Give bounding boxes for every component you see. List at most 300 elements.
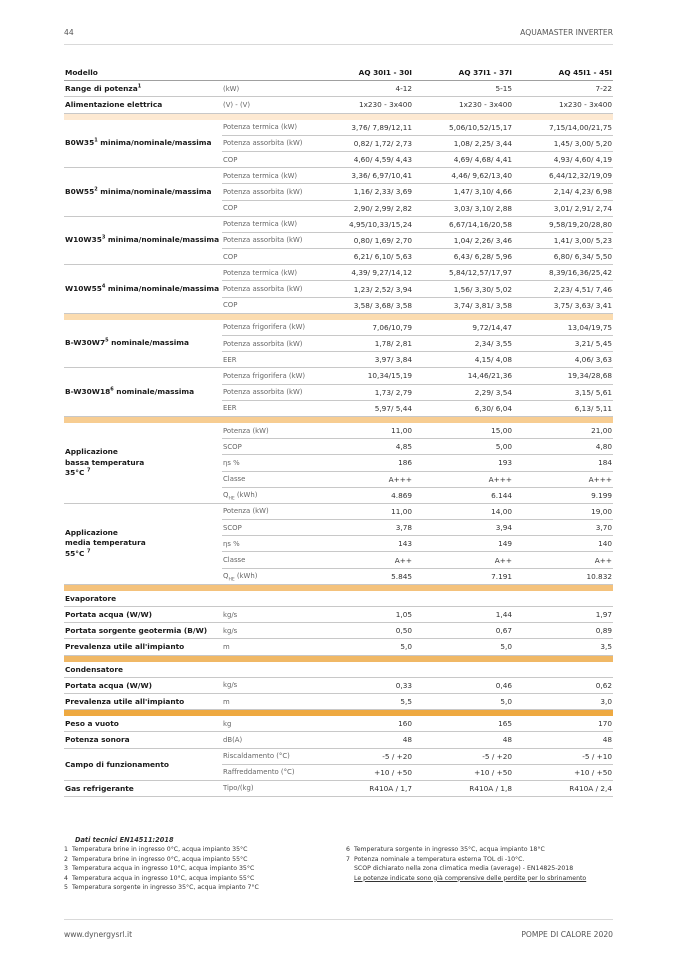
value: 1,56/ 3,30/ 5,02 <box>413 281 513 297</box>
value: 14,46/21,36 <box>413 368 513 384</box>
catalog-title: POMPE DI CALORE 2020 <box>521 930 613 939</box>
value: A++ <box>312 552 413 568</box>
row-label: Alimentazione elettrica <box>64 97 222 113</box>
group-label <box>64 320 222 368</box>
value: 0,80/ 1,69/ 2,70 <box>312 232 413 248</box>
metric-label-text: Potenza termica (kW) <box>223 171 298 180</box>
footnote-text: Temperatura sorgente in ingresso 35°C, acqua impianto 7°C <box>72 884 259 891</box>
subscript: HE <box>228 496 235 502</box>
unit: Tipo/(kg) <box>222 780 312 796</box>
group-label <box>64 503 222 584</box>
row-label: Campo di funzionamento <box>64 748 222 780</box>
value: -5 / +20 <box>413 748 513 764</box>
group-label <box>64 216 222 265</box>
metric-label-text: Potenza assorbita (kW) <box>223 285 303 294</box>
metric-label-text: Classe <box>223 556 246 565</box>
value: 6,30/ 6,04 <box>413 400 513 416</box>
value: 0,62 <box>513 677 613 693</box>
value: +10 / +50 <box>413 764 513 780</box>
metric-label-text: Q <box>223 572 229 581</box>
value: 3,75/ 3,63/ 3,41 <box>513 297 613 313</box>
section-title-row <box>64 591 613 607</box>
table-row <box>64 320 613 336</box>
footnote <box>346 855 616 865</box>
group-label <box>64 368 222 417</box>
unit: m <box>222 693 312 709</box>
value: A+++ <box>312 471 413 487</box>
metric-label <box>222 520 312 536</box>
value: 3,78 <box>312 520 413 536</box>
value: 2,90/ 2,99/ 2,82 <box>312 200 413 216</box>
value: 48 <box>312 732 413 748</box>
footnotes-left <box>64 836 334 893</box>
evaporator-rows <box>64 607 613 656</box>
group-label-line: Applicazione <box>65 446 118 456</box>
metric-label <box>222 536 312 552</box>
value: R410A / 1,8 <box>413 780 513 796</box>
value: 1,78/ 2,81 <box>312 336 413 352</box>
value: 1,08/ 2,25/ 3,44 <box>413 135 513 151</box>
unit: kg/s <box>222 623 312 639</box>
footnote-text: Temperatura brine in ingresso 0°C, acqua impianto 35°C <box>72 846 248 853</box>
unit: kg/s <box>222 607 312 623</box>
heating-section <box>64 120 613 314</box>
value: 3,58/ 3,68/ 3,58 <box>312 297 413 313</box>
group-label <box>64 120 222 168</box>
metric-label <box>222 320 312 336</box>
value: 2,14/ 4,23/ 6,98 <box>513 184 613 200</box>
table-row <box>64 265 613 281</box>
metric-label-text: ηs % <box>223 458 240 467</box>
value: 3,36/ 6,97/10,41 <box>312 168 413 184</box>
value: 4,85 <box>312 439 413 455</box>
value: 10,34/15,19 <box>312 368 413 384</box>
group-label-text: B-W30W7 <box>65 338 106 348</box>
value: 15,00 <box>413 423 513 439</box>
footnote-ref: 7 <box>86 467 91 474</box>
value: 5,06/10,52/15,17 <box>413 120 513 136</box>
table-row <box>64 693 613 709</box>
value: 0,67 <box>413 623 513 639</box>
value: A+++ <box>513 471 613 487</box>
group-label-suffix: minima/nominale/massima <box>105 235 220 245</box>
footnote-number: 5 <box>64 884 68 891</box>
model-col-1: AQ 30I1 - 30I <box>312 65 413 81</box>
metric-unit: (kWh) <box>234 491 258 500</box>
condenser-rows <box>64 677 613 709</box>
value: 1,41/ 3,00/ 5,23 <box>513 232 613 248</box>
metric-label <box>222 120 312 136</box>
value: 4.869 <box>312 487 413 503</box>
value: 4,93/ 4,60/ 4,19 <box>513 151 613 167</box>
value: 0,33 <box>312 677 413 693</box>
value: 2,34/ 3,55 <box>413 336 513 352</box>
value: 9,58/19,20/28,80 <box>513 216 613 232</box>
table-row-sound <box>64 732 613 748</box>
value: 4,06/ 3,63 <box>513 352 613 368</box>
footnote <box>64 864 334 874</box>
table-row-power-supply <box>64 97 613 113</box>
value: 1x230 - 3x400 <box>312 97 413 113</box>
metric-label <box>222 297 312 313</box>
footnote-ref: 6 <box>110 386 114 393</box>
footnote-text: Temperatura sorgente in ingresso 35°C, acqua impianto 18°C <box>354 846 545 853</box>
row-label: Gas refrigerante <box>64 780 222 796</box>
group-label <box>64 265 222 314</box>
group-label-text: B-W30W18 <box>65 386 111 396</box>
value: 6,21/ 6,10/ 5,63 <box>312 249 413 265</box>
footnote-number: 2 <box>64 855 68 863</box>
metric-label-text: EER <box>223 404 237 413</box>
value: 7-22 <box>513 81 613 97</box>
metric-label <box>222 184 312 200</box>
value: 1x230 - 3x400 <box>513 97 613 113</box>
value: 193 <box>413 455 513 471</box>
value: 10.832 <box>513 568 613 584</box>
group-label-suffix: minima/nominale/massima <box>97 186 212 196</box>
group-label <box>64 423 222 503</box>
unit: (V) - (V) <box>222 97 312 113</box>
value: 6,13/ 5,11 <box>513 400 613 416</box>
metric-unit: (kWh) <box>234 572 258 581</box>
value: 7,06/10,79 <box>312 320 413 336</box>
value: 4,60/ 4,59/ 4,43 <box>312 151 413 167</box>
value: 48 <box>513 732 613 748</box>
value: 1,44 <box>413 607 513 623</box>
metric-label <box>222 568 312 584</box>
value: 5,84/12,57/17,97 <box>413 265 513 281</box>
table-row <box>64 168 613 184</box>
footnote-number: 3 <box>64 865 68 872</box>
value: 1,05 <box>312 607 413 623</box>
value: 1x230 - 3x400 <box>413 97 513 113</box>
value: A++ <box>413 552 513 568</box>
table-row <box>64 607 613 623</box>
value: 0,50 <box>312 623 413 639</box>
metric-label-text: Potenza termica (kW) <box>223 220 298 229</box>
group-label-line: bassa temperatura <box>65 457 145 467</box>
value: 3,5 <box>513 639 613 655</box>
metric-label-text: COP <box>223 301 238 310</box>
value: 4,80 <box>513 439 613 455</box>
group-label-line: media temperatura <box>65 538 146 548</box>
row-label: Portata sorgente geotermia (B/W) <box>64 623 222 639</box>
footnote-number: 1 <box>64 846 68 853</box>
footnote-text: Potenza nominale a temperatura esterna TOL di -10°C. <box>354 855 525 863</box>
value: 4,15/ 4,08 <box>413 352 513 368</box>
metric-label-text: Potenza termica (kW) <box>223 123 298 132</box>
metric-label <box>222 471 312 487</box>
metric-label-text: Potenza (kW) <box>223 507 269 516</box>
page-footer <box>64 919 613 939</box>
value: 3,03/ 3,10/ 2,88 <box>413 200 513 216</box>
general-section <box>64 716 613 796</box>
value: 3,01/ 2,91/ 2,74 <box>513 200 613 216</box>
value: 2,23/ 4,51/ 7,46 <box>513 281 613 297</box>
spec-table <box>64 65 613 797</box>
table-row <box>64 423 613 439</box>
footnote-number: 7 <box>346 855 350 863</box>
footnote <box>64 845 334 855</box>
value: 4,95/10,33/15,24 <box>312 216 413 232</box>
metric-label <box>222 368 312 384</box>
value: 4,39/ 9,27/14,12 <box>312 265 413 281</box>
metric-label <box>222 281 312 297</box>
footnote-continuation: SCOP dichiarato nella zona climatica media (average) - EN14825-2018 <box>354 865 574 872</box>
table-row <box>64 503 613 519</box>
value: 165 <box>413 716 513 732</box>
metric-label <box>222 552 312 568</box>
footnote-list <box>346 845 616 864</box>
footnote-text: Temperatura acqua in ingresso 10°C, acqua impianto 35°C <box>72 865 255 872</box>
metric-label-text: Potenza (kW) <box>223 426 269 435</box>
metric-label-text: Potenza termica (kW) <box>223 268 298 277</box>
metric-label <box>222 265 312 281</box>
value: 1,16/ 2,33/ 3,69 <box>312 184 413 200</box>
table-row <box>64 120 613 136</box>
metric-label <box>222 336 312 352</box>
group-label-suffix: minima/nominale/massima <box>97 137 212 147</box>
footnote-ref: 4 <box>101 283 106 290</box>
value: 6,67/14,16/20,58 <box>413 216 513 232</box>
footnote-number: 6 <box>346 846 350 853</box>
unit: m <box>222 639 312 655</box>
unit: Raffreddamento (°C) <box>222 764 312 780</box>
value: 6,80/ 6,34/ 5,50 <box>513 249 613 265</box>
footnote <box>64 874 334 884</box>
table-row-range <box>64 81 613 97</box>
table-row <box>64 639 613 655</box>
metric-label-text: COP <box>223 252 238 261</box>
metric-label-text: Potenza assorbita (kW) <box>223 187 303 196</box>
metric-label-text: Potenza frigorifera (kW) <box>223 323 306 332</box>
footnote-ref: 5 <box>105 337 109 344</box>
value: 9,72/14,47 <box>413 320 513 336</box>
table-header-row <box>64 65 613 81</box>
value: 149 <box>413 536 513 552</box>
metric-label <box>222 168 312 184</box>
footnote-text: Temperatura acqua in ingresso 10°C, acqua impianto 55°C <box>72 874 255 882</box>
value: 7.191 <box>413 568 513 584</box>
value: 1,47/ 3,10/ 4,66 <box>413 184 513 200</box>
metric-label-text: EER <box>223 355 237 364</box>
table-row <box>64 368 613 384</box>
model-col-3: AQ 45I1 - 45I <box>513 65 613 81</box>
seasonal-application-section <box>64 423 613 584</box>
metric-label <box>222 352 312 368</box>
value: 1,45/ 3,00/ 5,20 <box>513 135 613 151</box>
value: 1,04/ 2,26/ 3,46 <box>413 232 513 248</box>
value: -5 / +20 <box>312 748 413 764</box>
footnote <box>64 883 334 893</box>
group-label <box>64 168 222 217</box>
metric-label <box>222 249 312 265</box>
unit: dB(A) <box>222 732 312 748</box>
footnotes-right <box>346 845 616 883</box>
value: 3,94 <box>413 520 513 536</box>
group-label-text: B0W35 <box>65 137 95 147</box>
value: 2,29/ 3,54 <box>413 384 513 400</box>
value: 5,0 <box>312 639 413 655</box>
metric-label-text: SCOP <box>223 523 242 532</box>
value: 140 <box>513 536 613 552</box>
value: 3,0 <box>513 693 613 709</box>
group-label-text: W10W35 <box>65 235 102 245</box>
value: 0,89 <box>513 623 613 639</box>
condenser-title: Condensatore <box>64 662 222 678</box>
footnote-text: Temperatura brine in ingresso 0°C, acqua impianto 55°C <box>72 855 248 863</box>
footnote-list <box>64 845 334 893</box>
value: 5,00 <box>413 439 513 455</box>
footnote-ref: 3 <box>101 234 106 241</box>
value: 13,04/19,75 <box>513 320 613 336</box>
page-header <box>64 24 613 45</box>
metric-label-text: Potenza assorbita (kW) <box>223 339 303 348</box>
value: 11,00 <box>312 423 413 439</box>
group-label-line: 55°C <box>65 549 85 559</box>
value: 160 <box>312 716 413 732</box>
value: 21,00 <box>513 423 613 439</box>
unit: (kW) <box>222 81 312 97</box>
table-row <box>64 216 613 232</box>
metric-label <box>222 151 312 167</box>
value: 19,34/28,68 <box>513 368 613 384</box>
value: R410A / 1,7 <box>312 780 413 796</box>
value: 3,70 <box>513 520 613 536</box>
value: 0,46 <box>413 677 513 693</box>
metric-label <box>222 232 312 248</box>
value: 6,44/12,32/19,09 <box>513 168 613 184</box>
cooling-section <box>64 320 613 417</box>
unit: kg <box>222 716 312 732</box>
row-label: Prevalenza utile all'impianto <box>64 639 222 655</box>
value: 4-12 <box>312 81 413 97</box>
value: 48 <box>413 732 513 748</box>
value: 5,0 <box>413 693 513 709</box>
value: 5-15 <box>413 81 513 97</box>
model-header: Modello <box>64 65 222 81</box>
value: 3,76/ 7,89/12,11 <box>312 120 413 136</box>
value: 1,73/ 2,79 <box>312 384 413 400</box>
evaporator-title: Evaporatore <box>64 591 222 607</box>
website-link[interactable]: www.dynergysrl.it <box>64 930 133 939</box>
unit: kg/s <box>222 677 312 693</box>
group-label-suffix: minima/nominale/massima <box>105 283 220 293</box>
row-label: Peso a vuoto <box>64 716 222 732</box>
value: 1,97 <box>513 607 613 623</box>
footnote-ref: 7 <box>86 548 91 555</box>
metric-label <box>222 487 312 503</box>
footnote-ref: 2 <box>94 186 98 193</box>
metric-label <box>222 135 312 151</box>
value: 5,5 <box>312 693 413 709</box>
value: 186 <box>312 455 413 471</box>
footnote-ref: 1 <box>94 137 98 144</box>
value: 4,46/ 9,62/13,40 <box>413 168 513 184</box>
group-label-line: 35°C <box>65 468 85 478</box>
group-label-text: W10W55 <box>65 283 102 293</box>
metric-label <box>222 455 312 471</box>
row-label: Potenza sonora <box>64 732 222 748</box>
evaporator-section <box>64 591 613 607</box>
metric-label-text: Potenza assorbita (kW) <box>223 139 303 148</box>
group-label-line: Applicazione <box>65 527 118 537</box>
metric-label-text: Potenza frigorifera (kW) <box>223 371 306 380</box>
value: 1,23/ 2,52/ 3,94 <box>312 281 413 297</box>
metric-label-text: COP <box>223 204 238 213</box>
table-row-refrigerant <box>64 780 613 796</box>
value: A++ <box>513 552 613 568</box>
value: +10 / +50 <box>312 764 413 780</box>
value: 6.144 <box>413 487 513 503</box>
section-title-row <box>64 662 613 678</box>
value: 0,82/ 1,72/ 2,73 <box>312 135 413 151</box>
footnote-ref: 1 <box>137 83 142 90</box>
value: 7,15/14,00/21,75 <box>513 120 613 136</box>
value: 19,00 <box>513 503 613 519</box>
defrost-note: Le potenze indicate sono già comprensive delle perdite per lo sbrinamento <box>354 874 587 882</box>
footnote <box>346 845 616 855</box>
metric-label-text: SCOP <box>223 442 242 451</box>
value: 5.845 <box>312 568 413 584</box>
metric-label-text: Potenza assorbita (kW) <box>223 236 303 245</box>
table-row <box>64 677 613 693</box>
metric-label <box>222 384 312 400</box>
value: 3,74/ 3,81/ 3,58 <box>413 297 513 313</box>
footnote-number: 4 <box>64 874 68 882</box>
value: +10 / +50 <box>513 764 613 780</box>
value: 184 <box>513 455 613 471</box>
product-line-title: AQUAMASTER INVERTER <box>520 27 613 37</box>
value: 3,15/ 5,61 <box>513 384 613 400</box>
metric-label <box>222 503 312 519</box>
group-label-suffix: nominale/massima <box>113 386 195 396</box>
footnote <box>64 855 334 865</box>
value: R410A / 2,4 <box>513 780 613 796</box>
metric-label-text: ηs % <box>223 539 240 548</box>
metric-label <box>222 200 312 216</box>
value: 6,43/ 6,28/ 5,96 <box>413 249 513 265</box>
value: 3,97/ 3,84 <box>312 352 413 368</box>
value: 9.199 <box>513 487 613 503</box>
metric-label-text: Classe <box>223 475 246 484</box>
page-number: 44 <box>64 27 74 37</box>
subscript: HE <box>228 577 235 583</box>
condenser-section <box>64 662 613 678</box>
row-label: Prevalenza utile all'impianto <box>64 693 222 709</box>
metric-label-text: COP <box>223 155 238 164</box>
value: 5,0 <box>413 639 513 655</box>
metric-label-text: Q <box>223 491 229 500</box>
row-label: Range di potenza <box>65 84 138 94</box>
value: 5,97/ 5,44 <box>312 400 413 416</box>
row-label: Portata acqua (W/W) <box>64 607 222 623</box>
value: 11,00 <box>312 503 413 519</box>
value: 3,21/ 5,45 <box>513 336 613 352</box>
table-row <box>64 623 613 639</box>
group-label-suffix: nominale/massima <box>108 338 189 348</box>
value: 143 <box>312 536 413 552</box>
metric-label <box>222 439 312 455</box>
value: 14,00 <box>413 503 513 519</box>
metric-label <box>222 423 312 439</box>
table-row-weight <box>64 716 613 732</box>
metric-label <box>222 216 312 232</box>
value: A+++ <box>413 471 513 487</box>
metric-label-text: Potenza assorbita (kW) <box>223 388 303 397</box>
value: 4,69/ 4,68/ 4,41 <box>413 151 513 167</box>
group-label-text: B0W55 <box>65 186 95 196</box>
